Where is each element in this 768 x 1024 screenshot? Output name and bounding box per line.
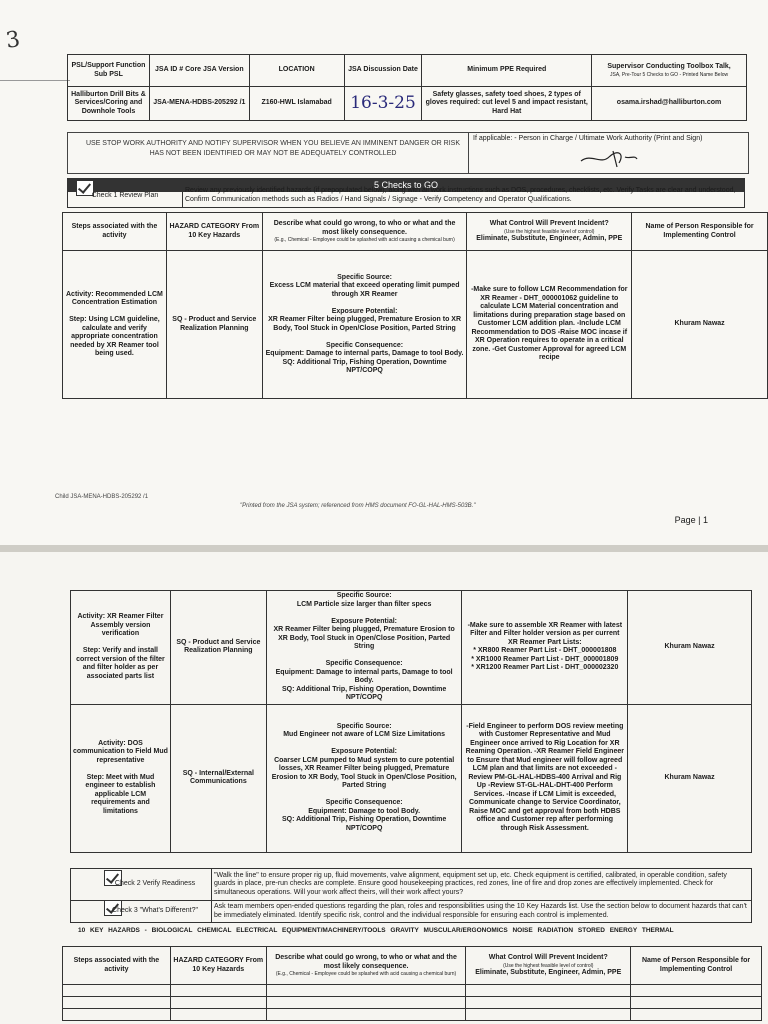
row1-describe (262, 251, 467, 399)
jsa-id-value: JSA-MENA-HDBS-205292 /1 (149, 87, 249, 121)
describe-header-note: (E.g., Chemical - Employee could be splashed with acid causing a chemical burn) (274, 237, 455, 243)
row3-person: Khuram Nawaz (628, 704, 752, 852)
row2-person: Khuram Nawaz (628, 591, 752, 705)
supervisor-note: JSA, Pre-Tour 5 Checks to GO - Printed Name Below (609, 71, 729, 78)
check3-text: Ask team members open-ended questions regarding the plan, roles and responsibilities using the 10 Key Hazards list. Use the section below to document hazards that can't be immediately eliminated. Identify specific risk, control and the individual responsible for ensuring each control is implemented. (212, 901, 752, 923)
header-supervisor-label (592, 55, 747, 87)
row2-control-text: -Make sure to assemble XR Reamer with latest Filter and Filter holder version as per current XR Reamer Part Lists: (467, 621, 623, 646)
checks-title-bar: 5 Checks to GO (67, 178, 745, 192)
row2-part-xr800: * XR800 Reamer Part List - DHT_000001808 (473, 647, 617, 655)
check1-row (67, 185, 745, 208)
table-row (63, 997, 762, 1009)
date-value: 16-3-25 (344, 87, 422, 121)
row1-control: -Make sure to follow LCM Recommendation for XR Reamer - DHT_000001062 guideline to calculate LCM Material concentration and limitations during preparation stage based on Customer LCM addition plan. -Include LCM Recommendation to DOS -Raise MOC incase if XR Operation requires to operate in a critical zone. -Get Customer Approval for agreed LCM recipe (467, 251, 632, 399)
row2-source: LCM Particle size larger than filter specs (296, 600, 432, 608)
row1-exposure-heading: Exposure Potential: (331, 307, 398, 315)
blank-cell[interactable] (63, 997, 171, 1009)
row3-steps (71, 704, 171, 852)
table-row (71, 704, 752, 852)
blank-cell[interactable] (170, 997, 266, 1009)
blank-col-control-header (466, 947, 631, 985)
col-control-header (467, 213, 632, 251)
row1-consequence: Equipment: Damage to internal parts, Damage to tool Body. (265, 350, 464, 357)
row3-activity: Activity: DOS communication to Field Mud representative (73, 739, 168, 764)
hazard-table-page2 (70, 590, 752, 853)
row1-sq: SQ: Additional Trip, Fishing Operation, Downtime NPT/COPQ (282, 358, 447, 374)
row2-steps (71, 591, 171, 705)
row3-consequence-heading: Specific Consequence: (325, 799, 403, 807)
row3-exposure-heading: Exposure Potential: (331, 748, 397, 756)
row2-step: Step: Verify and install correct version of the filter and filter holder as per associated parts list (76, 647, 165, 680)
control-header-sub: Eliminate, Substitute, Engineer, Admin, PPE (476, 234, 623, 242)
check3-label: Check 3 "What's Different?" (71, 901, 212, 923)
row3-control: -Field Engineer to perform DOS review meeting with Customer Representative and Mud Engineer once arrived to Rig Location for XR Reaming Operation. -XR Reamer Field Engineer to Ensure that Mud engineer will follow agreed LCM plan and that limits are not exceeded -Review PM-GL-HAL-HDBS-400 Arrival and Rig Up -Review ST-GL-HAL-DHT-400 Perform Services. -Incase if LCM Limit is exceeded, Communicate change to Service Coordinator, Raise MOC and get approval from both HDBS office and Customer rep after performing through Risk Assessment. (462, 704, 628, 852)
row1-exposure: XR Reamer Filter being plugged, Premature Erosion to XR Body, Tool Stuck in Open/Close Position, Parted String (268, 316, 462, 332)
blank-col-person-header: Name of Person Responsible for Implementing Control (631, 947, 762, 985)
check1-label: Check 1 Review Plan (68, 185, 183, 207)
row2-exposure: XR Reamer Filter being plugged, Premature Erosion to XR Body, Tool Stuck in Open/Close Position, Parted String (273, 626, 455, 650)
row1-source: Excess LCM material that exceed operating limit pumped through XR Reamer (269, 282, 460, 298)
blank-cell[interactable] (170, 1009, 266, 1021)
printed-note: "Printed from the JSA system; referenced from HMS document FO-GL-HAL-HMS-503B." (240, 503, 476, 509)
row1-person: Khuram Nawaz (632, 251, 768, 399)
child-jsa-id: Child JSA-MENA-HDBS-205292 /1 (55, 494, 149, 500)
header-ppe-label: Minimum PPE Required (422, 55, 592, 87)
psl-value: Halliburton Drill Bits & Services/Coring and Downhole Tools (68, 87, 150, 121)
col-person-header: Name of Person Responsible for Implementing Control (632, 213, 768, 251)
row2-consequence-heading: Specific Consequence: (325, 660, 403, 667)
table-row (63, 985, 762, 997)
row3-source: Mud Engineer not aware of LCM Size Limitations (283, 731, 446, 739)
blank-col-steps-header: Steps associated with the activity (63, 947, 171, 985)
header-date-label: JSA Discussion Date (344, 55, 422, 87)
row1-step: Step: Using LCM guideline, calculate and verify appropriate concentration needed by XR Reamer tool being used. (69, 316, 160, 357)
supervisor-label-text: Supervisor Conducting Toolbox Talk, (607, 63, 731, 71)
hazard-table-blank (62, 946, 762, 1021)
blank-cell[interactable] (631, 1009, 762, 1021)
blank-cell[interactable] (266, 997, 466, 1009)
row1-activity: Activity: Recommended LCM Concentration Estimation (66, 290, 163, 306)
col-hazard-header: HAZARD CATEGORY From 10 Key Hazards (166, 213, 262, 251)
row3-hazard: SQ - Internal/External Communications (170, 704, 266, 852)
control-header-text: What Control Will Prevent Incident? (489, 220, 609, 227)
row2-exposure-heading: Exposure Potential: (331, 617, 397, 625)
header-psl-label: PSL/Support Function Sub PSL (68, 55, 150, 87)
blank-control-text: What Control Will Prevent Incident? (488, 954, 608, 961)
blank-describe-text: Describe what could go wrong, to who or what and the most likely consequence. (275, 954, 457, 970)
blank-cell[interactable] (266, 1009, 466, 1021)
row2-source-heading: Specific Source: (336, 592, 392, 599)
applicable-label: If applicable: - Person in Charge / Ultimate Work Authority (Print and Sign) (473, 135, 703, 142)
page-number: Page | 1 (674, 515, 708, 525)
page-two (0, 552, 768, 1024)
blank-cell[interactable] (631, 985, 762, 997)
row3-sq: SQ: Additional Trip, Fishing Operation, Downtime NPT/COPQ (282, 816, 447, 832)
check2-text: "Walk the line" to ensure proper rig up, fluid movements, valve alignment, equipment set up, etc. Check equipment is certified, calibrated, in operable condition, safety guards in place, pre-run checks are complete. Ensure good housekeeping practices, red zones, line of fire and drop zones are effectively implemented. Check for simultaneous operations. Will your work affect theirs, will their work affect yours? (212, 869, 752, 901)
row3-source-heading: Specific Source: (336, 722, 392, 730)
row1-consequence-heading: Specific Consequence: (326, 341, 404, 349)
row2-part-xr1200: * XR1200 Reamer Part List - DHT_000002320 (471, 664, 619, 672)
row2-sq: SQ: Additional Trip, Fishing Operation, Downtime NPT/COPQ (282, 685, 447, 701)
blank-cell[interactable] (466, 1009, 631, 1021)
row2-control (462, 591, 628, 705)
blank-cell[interactable] (631, 997, 762, 1009)
blank-control-sub: Eliminate, Substitute, Engineer, Admin, PPE (475, 968, 622, 976)
stop-work-box (67, 132, 749, 174)
row1-hazard: SQ - Product and Service Realization Planning (166, 251, 262, 399)
header-location-label: LOCATION (249, 55, 344, 87)
table-row (63, 1009, 762, 1021)
row2-activity: Activity: XR Reamer Filter Assembly version verification (77, 613, 164, 638)
blank-cell[interactable] (466, 997, 631, 1009)
blank-cell[interactable] (170, 985, 266, 997)
signature-image (579, 147, 639, 169)
blank-col-describe-header (266, 947, 466, 985)
table-row (63, 251, 768, 399)
page-divider (0, 545, 768, 552)
row2-describe (266, 591, 462, 705)
hazard-table-page1 (62, 212, 768, 399)
blank-cell[interactable] (63, 1009, 171, 1021)
row1-source-heading: Specific Source: (337, 273, 392, 281)
row2-hazard: SQ - Product and Service Realization Planning (170, 591, 266, 705)
blank-cell[interactable] (466, 985, 631, 997)
ppe-value: Safety glasses, safety toed shoes, 2 types of gloves required: cut level 5 and impact resistant, Hard Hat (422, 87, 592, 121)
header-jsa-id-label: JSA ID # Core JSA Version (149, 55, 249, 87)
row3-step: Step: Meet with Mud engineer to establish applicable LCM requirements and limitations (85, 773, 156, 815)
checks-2-3-table (70, 868, 752, 923)
row1-steps (63, 251, 167, 399)
jsa-header-table (67, 54, 747, 121)
row3-exposure: Coarser LCM pumped to Mud system to cure potential losses, XR Reamer Filter being plugged, Premature Erosion to XR Body, Tool Stuck in Open/Close Position, Parted String (271, 756, 457, 790)
row3-consequence: Equipment: Damage to tool Body. (308, 807, 421, 815)
check2-label: Check 2 Verify Readiness (71, 869, 212, 901)
location-value: Z160-HWL Islamabad (249, 87, 344, 121)
control-header-note: (Use the highest feasible level of control) (504, 228, 595, 235)
col-steps-header: Steps associated with the activity (63, 213, 167, 251)
row3-describe (266, 704, 462, 852)
blank-control-note: (Use the highest feasible level of control) (503, 962, 594, 969)
supervisor-value: osama.irshad@halliburton.com (592, 87, 747, 121)
describe-header-text: Describe what could go wrong, to who or what and the most likely consequence. (273, 220, 456, 236)
key-hazards-list: 10 KEY HAZARDS - BIOLOGICAL CHEMICAL ELECTRICAL EQUIPMENT/MACHINERY/TOOLS GRAVITY MUSCULAR/ERGONOMICS NOISE RADIATION STORED ENERGY THERMAL (78, 927, 674, 934)
stop-work-text: USE STOP WORK AUTHORITY AND NOTIFY SUPERVISOR WHEN YOU BELIEVE AN IMMINENT DANGER OR RISK HAS NOT BEEN IDENTIFIED OR MAY NOT BE ADEQUATELY CONTROLLED (85, 140, 461, 157)
blank-cell[interactable] (63, 985, 171, 997)
handwritten-page-mark: 3 (4, 27, 22, 54)
person-in-charge-field (468, 133, 746, 173)
row2-part-xr1000: * XR1000 Reamer Part List - DHT_000001809 (471, 655, 619, 663)
blank-col-hazard-header: HAZARD CATEGORY From 10 Key Hazards (170, 947, 266, 985)
table-row (71, 591, 752, 705)
scan-artifact (0, 80, 70, 81)
row2-consequence: Equipment: Damage to internal parts, Damage to tool Body. (275, 668, 453, 684)
check1-text: Review any previously identified hazards (if prepopulated below), along with all work instructions such as DOS, procedures, checklists, etc. Verify Tasks are clear and understood, Confirm Communication methods such as Radios / Hand Signals / Signage - Verify Competency and Operator Qualifications. (183, 185, 745, 207)
blank-describe-note: (E.g., Chemical - Employee could be splashed with acid causing a chemical burn) (275, 971, 457, 977)
blank-cell[interactable] (266, 985, 466, 997)
col-describe-header (262, 213, 467, 251)
